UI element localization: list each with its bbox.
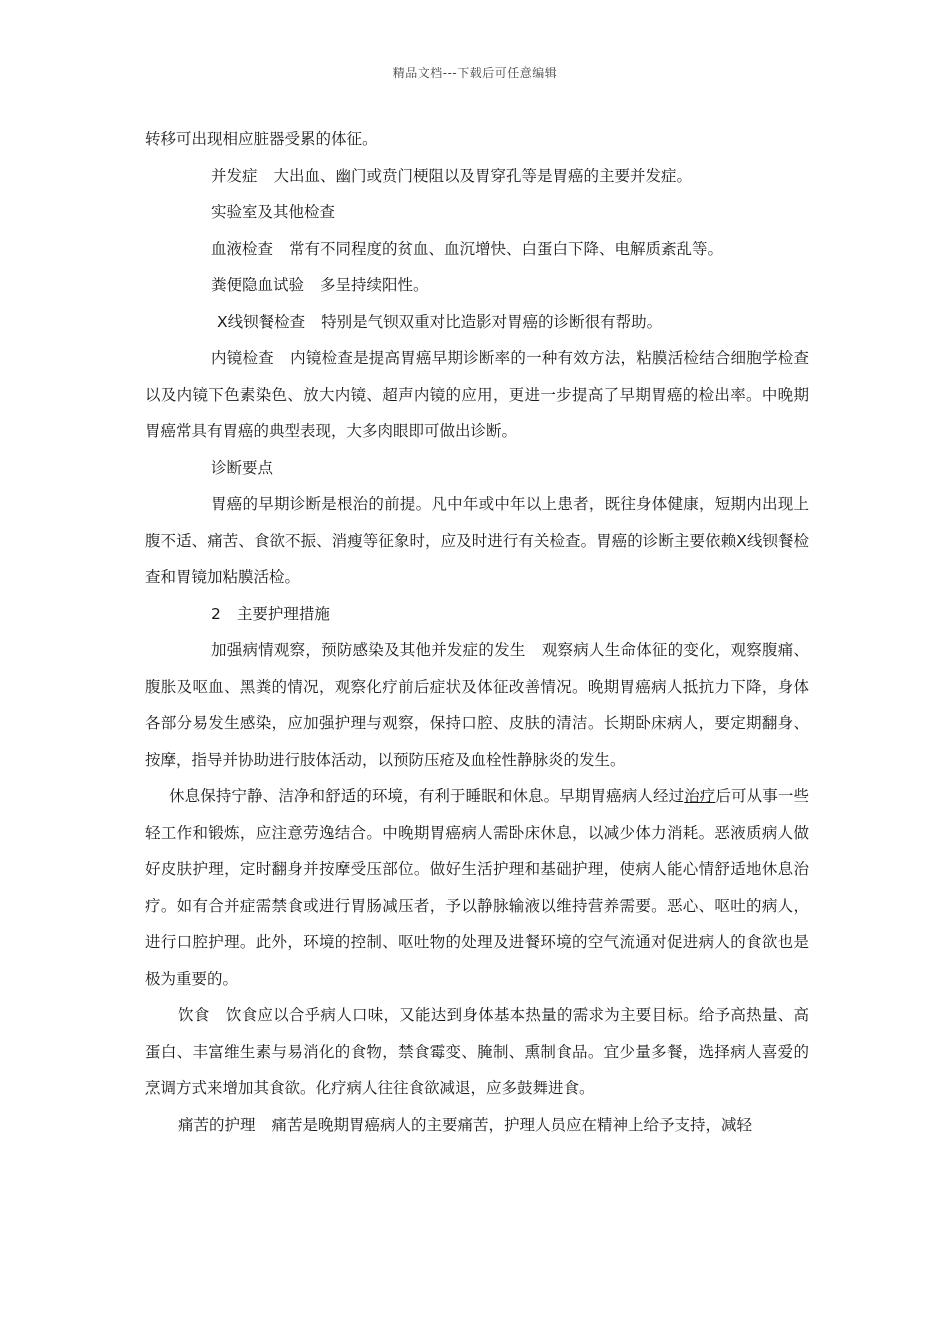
section-title: 痛苦的护理 — [178, 1115, 256, 1134]
treatment-link[interactable]: 治疗 — [684, 787, 716, 805]
paragraph-rest: 休息保持宁静、洁净和舒适的环境，有利于睡眠和休息。早期胃癌病人经过治疗后可从事一些轻工作和锻炼，应注意劳逸结合。中晚期胃癌病人需卧床休息，以减少体力消耗。恶液质病人做好皮肤护理，定时翻身并按摩受压部位。做好生活护理和基础护理，使病人能心情舒适地休息治疗。如有合并症需禁食或进行胃肠减压者，予以静脉输液以维持营养需要。恶心、呕吐的病人，进行口腔护理。此外，环境的控制、呕吐物的处理及进餐环境的空气流通对促进病人的食欲也是极为重要的。 — [145, 787, 809, 988]
paragraph-endoscopy: 内镜检查 内镜检查是提高胃癌早期诊断率的一种有效方法，粘膜活检结合细胞学检查以及内镜下色素染色、放大内镜、超声内镜的应用，更进一步提高了早期胃癌的检出率。中晚期胃癌常具有胃癌的典型表现，大多肉眼即可做出诊断。 — [145, 349, 809, 440]
section-title: X线钡餐检查 — [217, 312, 306, 331]
document-body — [145, 121, 809, 1143]
paragraph-pain-care: 痛苦的护理 痛苦是晚期胃癌病人的主要痛苦，护理人员应在精神上给予支持，减轻 — [178, 1115, 753, 1134]
paragraph-occult-blood: 粪便隐血试验 多呈持续阳性。 — [211, 276, 429, 294]
paragraph-diet: 饮食 饮食应以合乎病人口味，又能达到身体基本热量的需求为主要目标。给予高热量、高蛋白、丰富维生素与易消化的食物，禁食霉变、腌制、熏制食品。宜少量多餐，选择病人喜爱的烹调方式来增加其食欲。化疗病人往往食欲减退，应多鼓舞进食。 — [145, 1006, 809, 1097]
paragraph-xray: X线钡餐检查 特别是气钡双重对比造影对胃癌的诊断很有帮助。 — [217, 312, 663, 331]
section-title: 饮食 — [178, 1006, 210, 1024]
section-title: 粪便隐血试验 — [211, 276, 305, 294]
paragraph-metastasis: 转移可出现相应脏器受累的体征。 — [145, 130, 378, 148]
paragraph-complications: 并发症 大出血、幽门或贲门梗阻以及胃穿孔等是胃癌的主要并发症。 — [211, 166, 693, 185]
heading-nursing-measures: 2 主要护理措施 — [211, 604, 330, 623]
paragraph-diagnosis: 胃癌的早期诊断是根治的前提。凡中年或中年以上患者，既往身体健康，短期内出现上腹不适、痛苦、食欲不振、消瘦等征象时，应及时进行有关检查。胃癌的诊断主要依赖X线钡餐检查和胃镜加粘膜活检。 — [145, 495, 809, 586]
section-title: 血液检查 — [211, 239, 274, 258]
section-title: 内镜检查 — [211, 349, 274, 367]
heading-lab-tests: 实验室及其他检查 — [211, 203, 336, 221]
heading-diagnosis: 诊断要点 — [211, 458, 274, 477]
paragraph-observation: 加强病情观察，预防感染及其他并发症的发生 观察病人生命体征的变化，观察腹痛、腹胀及呕血、黑粪的情况，观察化疗前后症状及体征改善情况。晚期胃癌病人抵抗力下降，身体各部分易发生感染，应加强护理与观察，保持口腔、皮肤的清洁。长期卧床病人，要定期翻身、按摩，指导并协助进行肢体活动，以预防压疮及血栓性静脉炎的发生。 — [145, 641, 809, 769]
paragraph-blood-test: 血液检查 常有不同程度的贫血、血沉增快、白蛋白下降、电解质紊乱等。 — [211, 239, 724, 258]
section-title: 并发症 — [211, 166, 258, 185]
section-title: 加强病情观察，预防感染及其他并发症的发生 — [211, 641, 526, 659]
page-header: 精品文档---下载后可任意编辑 — [392, 66, 558, 80]
section-number: 2 — [211, 604, 221, 623]
